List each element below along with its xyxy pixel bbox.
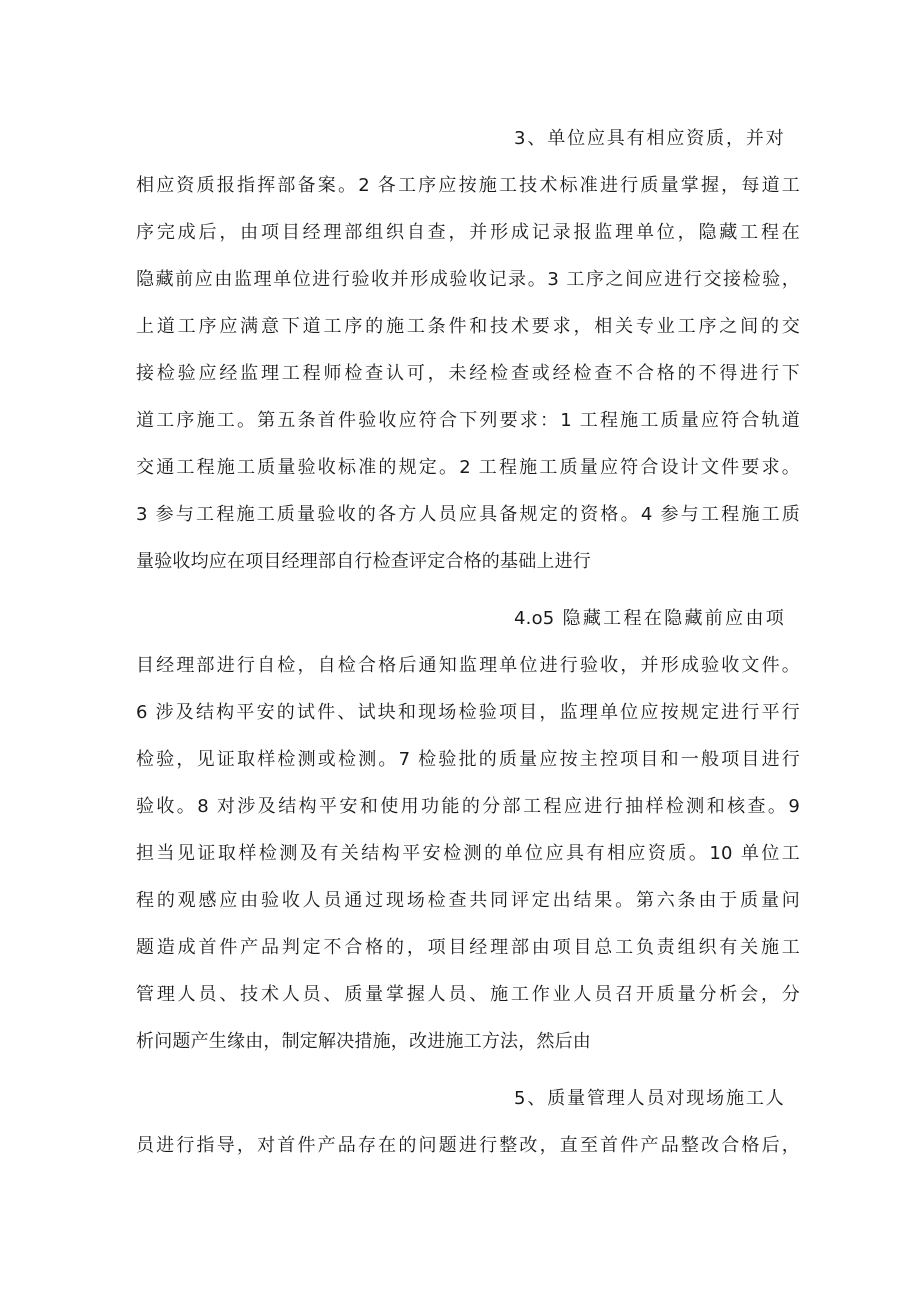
paragraph-line: 相应资质报指挥部备案。2 各工序应按施工技术标准进行质量掌握，每道工	[136, 175, 800, 196]
paragraph-line: 担当见证取样检测及有关结构平安检测的单位应具有相应资质。10 单位工	[136, 843, 800, 864]
paragraph-line: 目经理部进行自检，自检合格后通知监理单位进行验收，并形成验收文件。	[136, 655, 800, 676]
paragraph-line: 程的观感应由验收人员通过现场检查共同评定出结果。第六条由于质量问	[136, 890, 800, 911]
paragraph-line: 检验，见证取样检测或检测。7 检验批的质量应按主控项目和一般项目进行	[136, 749, 800, 770]
paragraph-line: 量验收均应在项目经理部自行检查评定合格的基础上进行	[136, 551, 591, 572]
paragraph-line: 析问题产生缘由，制定解决措施，改进施工方法，然后由	[136, 1031, 591, 1052]
paragraph-line: 序完成后，由项目经理部组织自查，并形成记录报监理单位，隐藏工程在	[136, 222, 800, 243]
paragraph-line: 3、单位应具有相应资质，并对	[514, 128, 784, 149]
paragraph-line: 员进行指导，对首件产品存在的问题进行整改，直至首件产品整改合格后，	[136, 1135, 800, 1156]
paragraph-line: 6 涉及结构平安的试件、试块和现场检验项目，监理单位应按规定进行平行	[136, 702, 800, 723]
paragraph-line: 上道工序应满意下道工序的施工条件和技术要求，相关专业工序之间的交	[136, 316, 800, 337]
paragraph-line: 4.o5 隐藏工程在隐藏前应由项	[514, 608, 784, 629]
paragraph-line: 交通工程施工质量验收标准的规定。2 工程施工质量应符合设计文件要求。	[136, 457, 800, 478]
paragraph-line: 管理人员、技术人员、质量掌握人员、施工作业人员召开质量分析会，分	[136, 984, 800, 1005]
paragraph-line: 接检验应经监理工程师检查认可，未经检查或经检查不合格的不得进行下	[136, 363, 800, 384]
paragraph-line: 题造成首件产品判定不合格的，项目经理部由项目总工负责组织有关施工	[136, 937, 800, 958]
paragraph-line: 验收。8 对涉及结构平安和使用功能的分部工程应进行抽样检测和核查。9	[136, 796, 800, 817]
paragraph-line: 3 参与工程施工质量验收的各方人员应具备规定的资格。4 参与工程施工质	[136, 504, 800, 525]
paragraph-line: 隐藏前应由监理单位进行验收并形成验收记录。3 工序之间应进行交接检验，	[136, 269, 800, 290]
paragraph-line: 5、质量管理人员对现场施工人	[514, 1088, 784, 1109]
paragraph-line: 道工序施工。第五条首件验收应符合下列要求：1 工程施工质量应符合轨道	[136, 410, 800, 431]
